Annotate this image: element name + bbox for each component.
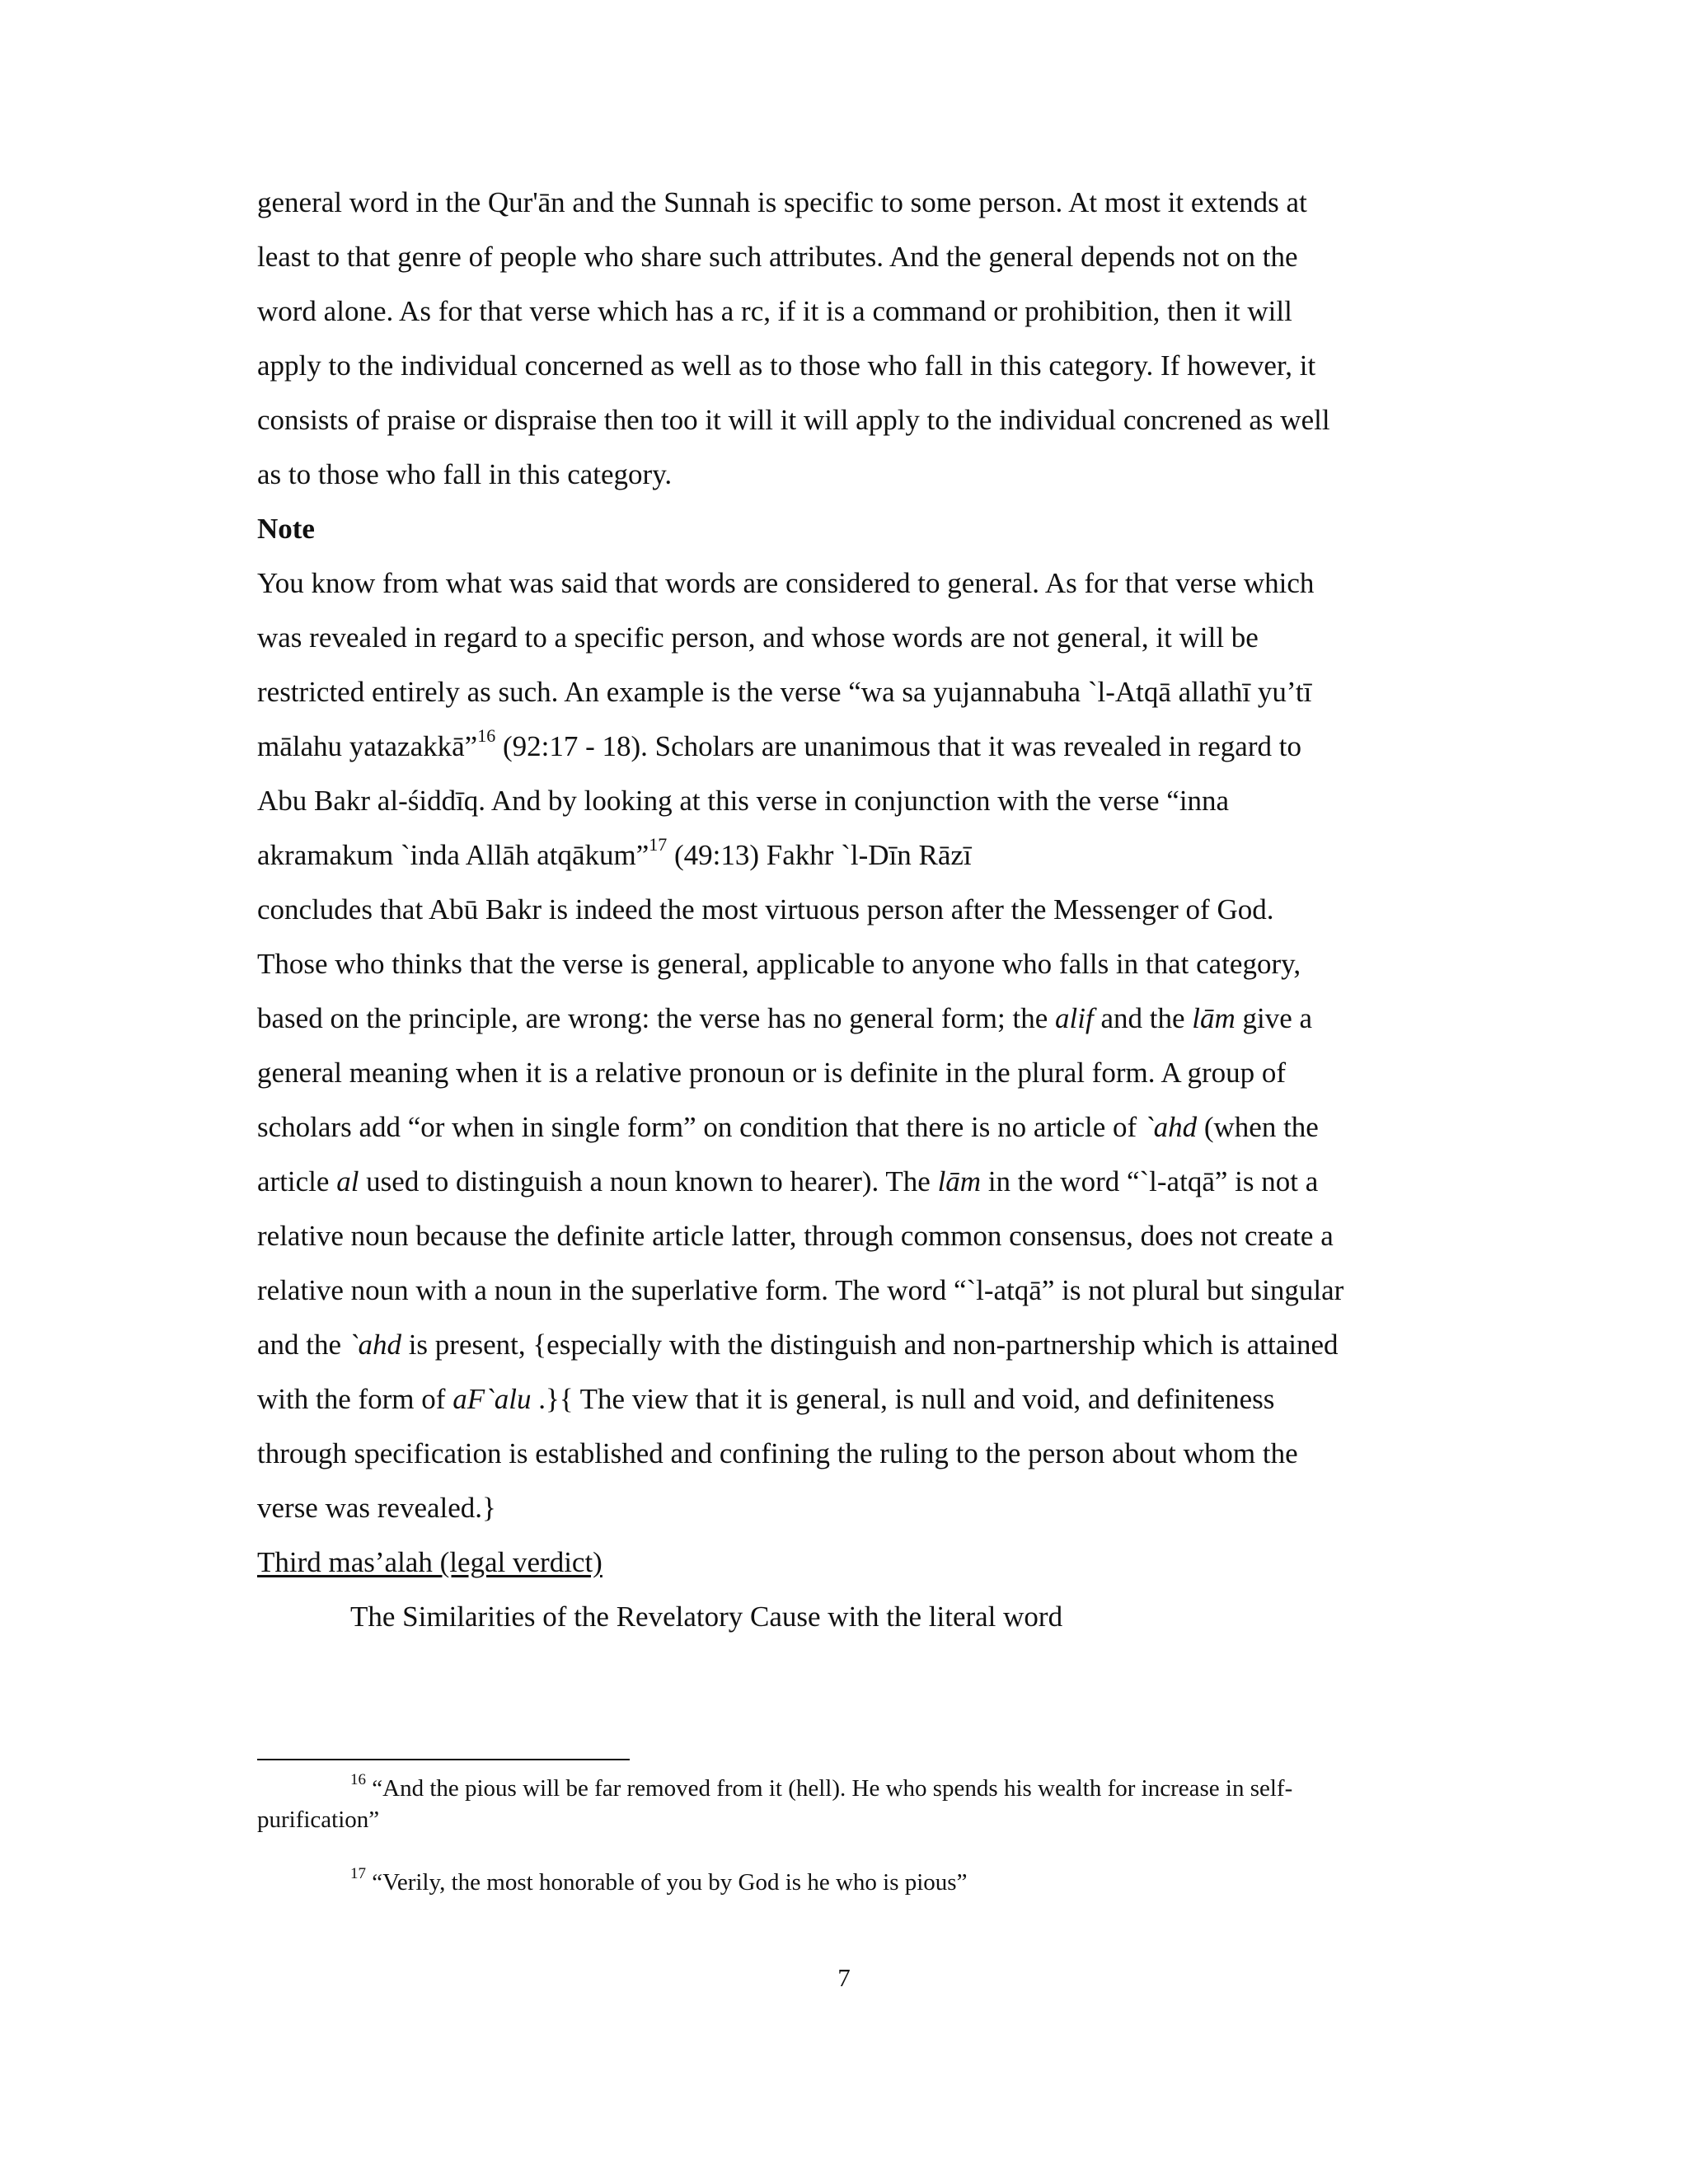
paragraph-line: Those who thinks that the verse is general, applicable to anyone who falls in that category, — [257, 948, 1301, 980]
paragraph-line: was revealed in regard to a specific person, and whose words are not general, it will be — [257, 621, 1259, 654]
italic-term: al — [336, 1165, 359, 1197]
verse-quote: akramakum `inda Allāh atqākum” — [257, 839, 649, 871]
paragraph-line — [257, 725, 1301, 765]
paragraph-line: relative noun with a noun in the superlative form. The word “`l-atqā” is not plural but singular — [257, 1274, 1344, 1306]
footnote-16 — [350, 1771, 1293, 1803]
paragraph-line: relative noun because the definite article latter, through common consensus, does not create a — [257, 1220, 1334, 1252]
paragraph-line — [257, 1109, 1319, 1146]
italic-term: aF`alu — [452, 1383, 532, 1415]
footnote-17 — [350, 1865, 968, 1897]
footnote-number: 16 — [350, 1771, 366, 1789]
footnote-text: “And the pious will be far removed from it (hell). He who spends his wealth for increase in self- — [366, 1775, 1293, 1802]
italic-term: `ahd — [1143, 1111, 1198, 1143]
paragraph-line: You know from what was said that words are considered to general. As for that verse which — [257, 567, 1315, 599]
verse-quote: mālahu yatazakkā” — [257, 730, 478, 762]
paragraph-line: restricted entirely as such. An example is the verse “wa sa yujannabuha `l-Atqā allathī yu’tī — [257, 676, 1312, 708]
text-run: (92:17 - 18). Scholars are unanimous that it was revealed in regard to — [495, 730, 1301, 762]
text-run: used to distinguish a noun known to hearer). The — [359, 1165, 938, 1197]
paragraph-line: Abu Bakr al-śiddīq. And by looking at this verse in conjunction with the verse “inna — [257, 785, 1230, 817]
text-run: with the form of — [257, 1383, 453, 1415]
footnote-ref-17[interactable]: 17 — [649, 834, 668, 855]
text-run: .}{ The view that it is general, is null and void, and definiteness — [531, 1383, 1275, 1415]
note-heading: Note — [257, 513, 315, 545]
text-run: article — [257, 1165, 337, 1197]
italic-term: lām — [1192, 1002, 1236, 1034]
paragraph-line: consists of praise or dispraise then too it will it will apply to the individual concrened as well — [257, 404, 1330, 436]
text-run: give a — [1235, 1002, 1313, 1034]
paragraph-line — [257, 1001, 1312, 1037]
paragraph-line — [257, 1164, 1318, 1200]
text-run: and the — [1093, 1002, 1193, 1034]
footnote-text: “Verily, the most honorable of you by God is he who is pious” — [366, 1869, 968, 1896]
paragraph-line — [257, 1381, 1274, 1418]
paragraph-line: through specification is established and confining the ruling to the person about whom the — [257, 1437, 1298, 1469]
paragraph-line: general meaning when it is a relative pronoun or is definite in the plural form. A group of — [257, 1057, 1287, 1089]
paragraph-line — [257, 1327, 1339, 1363]
text-run: based on the principle, are wrong: the verse has no general form; the — [257, 1002, 1055, 1034]
footnote-16-continued: purification” — [257, 1807, 380, 1833]
text-run: and the — [257, 1329, 349, 1361]
footnote-separator — [257, 1759, 630, 1760]
paragraph-line: verse was revealed.} — [257, 1492, 496, 1524]
italic-term: `ahd — [348, 1329, 401, 1361]
italic-term: lām — [937, 1165, 982, 1197]
paragraph-line: word alone. As for that verse which has a rc, if it is a command or prohibition, then it will — [257, 295, 1292, 327]
text-run: is present, {especially with the distinguish and non-partnership which is attained — [401, 1329, 1339, 1361]
paragraph-line: apply to the individual concerned as well as to those who fall in this category. If however, it — [257, 349, 1316, 382]
footnote-ref-16[interactable]: 16 — [477, 725, 496, 747]
italic-term: alif — [1055, 1002, 1094, 1034]
paragraph-line: as to those who fall in this category. — [257, 458, 673, 490]
text-run: in the word “`l-atqā” is not a — [981, 1165, 1319, 1197]
footnote-number: 17 — [350, 1865, 366, 1883]
page-number: 7 — [837, 1963, 851, 1992]
paragraph-line — [257, 834, 972, 874]
text-run: (49:13) Fakhr `l-Dīn Rāzī — [667, 839, 972, 871]
text-run: (when the — [1197, 1111, 1319, 1143]
section-subheading: The Similarities of the Revelatory Cause with the literal word — [350, 1601, 1063, 1633]
section-heading: Third mas’alah (legal verdict) — [257, 1546, 603, 1578]
paragraph-line: general word in the Qur'ān and the Sunnah is specific to some person. At most it extends at — [257, 186, 1307, 218]
paragraph-line: least to that genre of people who share such attributes. And the general depends not on the — [257, 241, 1298, 273]
paragraph-line: concludes that Abū Bakr is indeed the most virtuous person after the Messenger of God. — [257, 893, 1274, 926]
text-run: scholars add “or when in single form” on condition that there is no article of — [257, 1111, 1144, 1143]
